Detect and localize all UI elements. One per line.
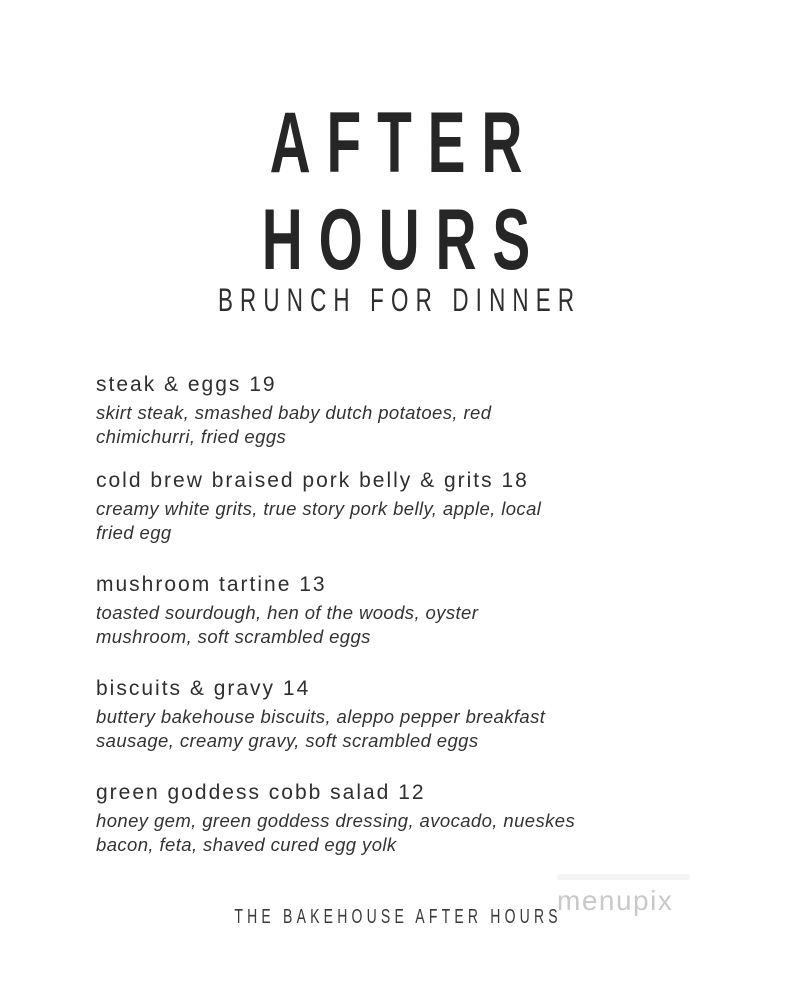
item-price: 14 <box>282 677 311 700</box>
item-description-line: toasted sourdough, hen of the woods, oyster <box>96 602 479 623</box>
item-price: 12 <box>398 781 426 804</box>
menupix-watermark: menupix <box>557 885 674 916</box>
item-price: 19 <box>249 373 277 396</box>
item-price: 13 <box>299 573 327 596</box>
item-name: mushroom tartine <box>96 573 292 596</box>
item-name-line <box>96 572 696 598</box>
item-description-line: mushroom, soft scrambled eggs <box>96 625 371 647</box>
menu-title-line-2: HOURS <box>261 192 547 288</box>
menu-item-pork-belly-grits <box>96 468 696 544</box>
item-description-line: buttery bakehouse biscuits, aleppo pepper breakfast <box>96 706 546 727</box>
item-description-line: chimichurri, fried eggs <box>96 425 287 447</box>
item-name: green goddess cobb salad <box>96 781 391 804</box>
item-description-line: creamy white grits, true story pork belly, apple, local <box>96 498 542 519</box>
menu-item-green-goddess-cobb <box>96 780 696 856</box>
item-description-line: skirt steak, smashed baby dutch potatoes, red <box>96 402 492 423</box>
item-name-line <box>96 372 696 398</box>
item-name: cold brew braised pork belly & grits <box>96 469 494 492</box>
item-description-line: fried egg <box>96 521 172 543</box>
menu-item-biscuits-and-gravy <box>96 676 696 752</box>
item-description-line: sausage, creamy gravy, soft scrambled eggs <box>96 729 479 751</box>
item-name: steak & eggs <box>96 373 242 396</box>
menu-item-steak-and-eggs <box>96 372 696 448</box>
menu-item-mushroom-tartine <box>96 572 696 648</box>
menu-title-line-1: AFTER <box>269 95 539 191</box>
menu-subtitle: BRUNCH FOR DINNER <box>217 282 582 318</box>
watermark-smudge <box>557 874 690 880</box>
item-description-line: bacon, feta, shaved cured egg yolk <box>96 833 397 855</box>
item-price: 18 <box>501 469 529 492</box>
item-name-line <box>96 780 696 806</box>
footer-text: THE BAKEHOUSE AFTER HOURS <box>234 906 562 928</box>
item-name-line <box>96 676 696 702</box>
item-name: biscuits & gravy <box>96 677 276 700</box>
menu-title <box>0 95 792 289</box>
item-description-line: honey gem, green goddess dressing, avocado, nueskes <box>96 810 576 831</box>
menu-items-list <box>96 372 696 884</box>
item-name-line <box>96 468 696 494</box>
